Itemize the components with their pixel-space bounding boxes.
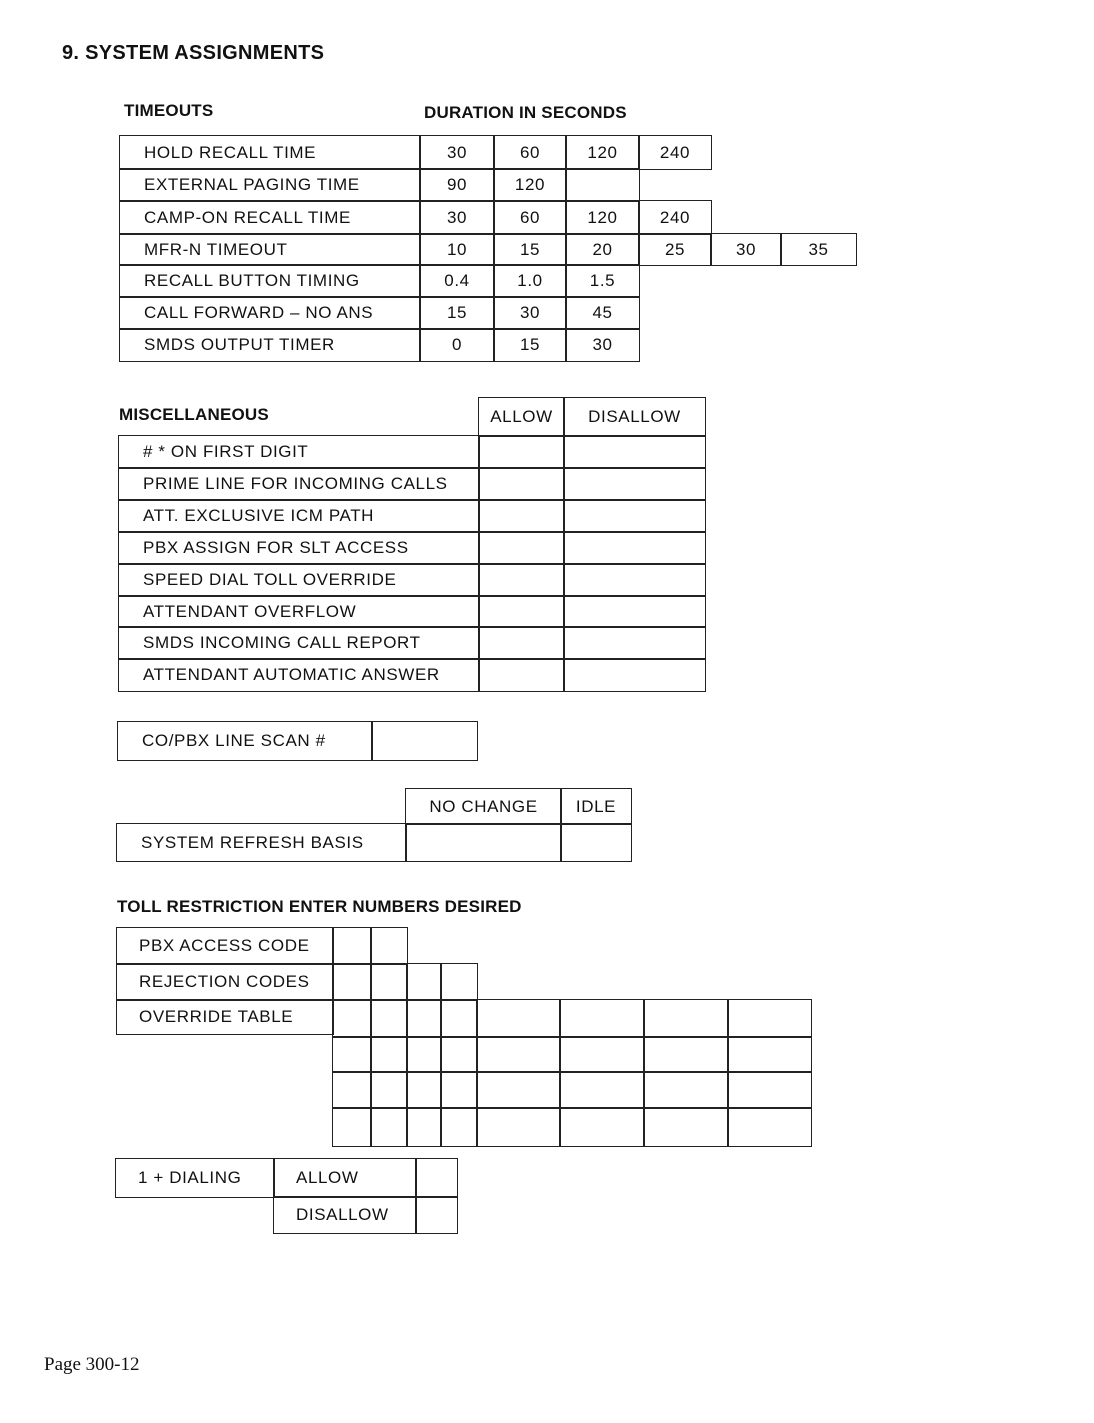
timeout-value-option[interactable]: 15 — [493, 328, 567, 362]
section-title: SYSTEM ASSIGNMENTS — [85, 42, 325, 64]
override-digit-cell[interactable] — [370, 1036, 408, 1073]
override-digit-cell[interactable] — [406, 1036, 442, 1073]
timeout-value-option[interactable]: 0 — [419, 328, 495, 362]
override-digit-cell[interactable] — [406, 999, 442, 1038]
override-entry-cell[interactable] — [727, 1107, 812, 1147]
timeout-value-option[interactable]: 120 — [565, 200, 640, 235]
misc-row-label: PRIME LINE FOR INCOMING CALLS — [118, 467, 480, 501]
misc-header: MISCELLANEOUS — [119, 405, 269, 424]
override-entry-cell[interactable] — [727, 1036, 812, 1073]
timeout-value-option[interactable]: 15 — [493, 233, 567, 266]
override-entry-cell[interactable] — [559, 1107, 645, 1147]
override-digit-cell[interactable] — [370, 999, 408, 1038]
misc-allow-cell[interactable] — [478, 658, 565, 692]
timeout-value-option[interactable]: 35 — [780, 233, 857, 266]
override-entry-cell[interactable] — [643, 999, 729, 1038]
misc-row-label: # * ON FIRST DIGIT — [118, 435, 480, 469]
misc-disallow-cell[interactable] — [563, 499, 706, 533]
override-digit-cell[interactable] — [440, 999, 478, 1038]
timeout-value-option[interactable]: 10 — [419, 233, 495, 266]
override-entry-cell[interactable] — [727, 1071, 812, 1109]
duration-header: DURATION IN SECONDS — [424, 103, 627, 122]
misc-allow-cell[interactable] — [478, 563, 565, 597]
misc-allow-cell[interactable] — [478, 499, 565, 533]
override-digit-cell[interactable] — [406, 1071, 442, 1109]
timeout-row-label: MFR-N TIMEOUT — [119, 233, 421, 266]
misc-row-label: ATTENDANT OVERFLOW — [118, 595, 480, 628]
override-entry-cell[interactable] — [643, 1071, 729, 1109]
override-entry-cell[interactable] — [559, 1036, 645, 1073]
override-entry-cell[interactable] — [643, 1036, 729, 1073]
misc-disallow-cell[interactable] — [563, 531, 706, 565]
override-entry-cell[interactable] — [559, 999, 645, 1038]
pbx-access-code-digit[interactable] — [370, 927, 408, 965]
timeout-row-label: CAMP-ON RECALL TIME — [119, 200, 421, 235]
override-digit-cell[interactable] — [370, 1071, 408, 1109]
override-entry-cell[interactable] — [643, 1107, 729, 1147]
timeout-value-option[interactable]: 45 — [565, 296, 640, 330]
line-scan-input[interactable] — [371, 721, 478, 761]
override-entry-cell[interactable] — [476, 1071, 561, 1109]
timeout-value-option[interactable]: 30 — [710, 233, 782, 266]
misc-disallow-cell[interactable] — [563, 435, 706, 469]
misc-allow-cell[interactable] — [478, 531, 565, 565]
misc-row-label: ATT. EXCLUSIVE ICM PATH — [118, 499, 480, 533]
override-digit-cell[interactable] — [332, 1036, 372, 1073]
misc-disallow-cell[interactable] — [563, 595, 706, 628]
refresh-no-change-cell[interactable] — [405, 823, 562, 862]
misc-allow-cell[interactable] — [478, 435, 565, 469]
misc-disallow-cell[interactable] — [563, 626, 706, 660]
timeout-row-label: CALL FORWARD – NO ANS — [119, 296, 421, 330]
override-digit-cell[interactable] — [332, 999, 372, 1038]
section-number: 9. — [62, 42, 80, 64]
timeout-value-option[interactable]: 0.4 — [419, 264, 495, 298]
override-digit-cell[interactable] — [440, 1107, 478, 1147]
override-digit-cell[interactable] — [370, 1107, 408, 1147]
timeout-row-label: SMDS OUTPUT TIMER — [119, 328, 421, 362]
rejection-code-digit[interactable] — [440, 963, 478, 1001]
override-entry-cell[interactable] — [476, 1036, 561, 1073]
override-entry-cell[interactable] — [476, 999, 561, 1038]
misc-disallow-cell[interactable] — [563, 467, 706, 501]
misc-row-label: PBX ASSIGN FOR SLT ACCESS — [118, 531, 480, 565]
misc-disallow-cell[interactable] — [563, 563, 706, 597]
override-digit-cell[interactable] — [440, 1071, 478, 1109]
timeouts-header: TIMEOUTS — [124, 101, 214, 120]
timeout-value-option[interactable]: 30 — [419, 200, 495, 235]
timeout-value-option[interactable]: 1.5 — [565, 264, 640, 298]
timeout-value-option[interactable]: 30 — [493, 296, 567, 330]
pbx-access-code-label: PBX ACCESS CODE — [116, 927, 334, 965]
misc-row-label: SPEED DIAL TOLL OVERRIDE — [118, 563, 480, 597]
timeout-value-option[interactable]: 30 — [565, 328, 640, 362]
toll-header: TOLL RESTRICTION ENTER NUMBERS DESIRED — [117, 897, 522, 916]
override-entry-cell[interactable] — [727, 999, 812, 1038]
timeout-value-option[interactable]: 240 — [638, 200, 712, 235]
dialing-label: 1 + DIALING — [115, 1158, 275, 1198]
timeout-row-label: EXTERNAL PAGING TIME — [119, 168, 421, 202]
page-title — [62, 42, 324, 65]
dialing-disallow-label: DISALLOW — [273, 1196, 417, 1234]
override-digit-cell[interactable] — [332, 1107, 372, 1147]
rejection-code-digit[interactable] — [332, 963, 372, 1001]
override-digit-cell[interactable] — [440, 1036, 478, 1073]
misc-allow-header: ALLOW — [478, 397, 565, 437]
timeout-value-option[interactable]: 60 — [493, 135, 567, 170]
rejection-code-digit[interactable] — [370, 963, 408, 1001]
refresh-label: SYSTEM REFRESH BASIS — [116, 823, 407, 862]
timeout-row-label: HOLD RECALL TIME — [119, 135, 421, 170]
timeout-value-option[interactable]: 240 — [638, 135, 712, 170]
misc-row-label: ATTENDANT AUTOMATIC ANSWER — [118, 658, 480, 692]
timeout-value-option[interactable]: 120 — [493, 168, 567, 202]
override-entry-cell[interactable] — [476, 1107, 561, 1147]
override-digit-cell[interactable] — [406, 1107, 442, 1147]
page-number: Page 300-12 — [44, 1354, 140, 1375]
misc-row-label: SMDS INCOMING CALL REPORT — [118, 626, 480, 660]
override-table-label: OVERRIDE TABLE — [116, 999, 334, 1035]
refresh-idle-header: IDLE — [560, 788, 632, 825]
rejection-code-digit[interactable] — [406, 963, 442, 1001]
dialing-disallow-cell[interactable] — [415, 1196, 458, 1234]
dialing-allow-cell[interactable] — [415, 1158, 458, 1198]
misc-disallow-cell[interactable] — [563, 658, 706, 692]
override-digit-cell[interactable] — [332, 1071, 372, 1109]
timeout-value-option[interactable]: 15 — [419, 296, 495, 330]
misc-allow-cell[interactable] — [478, 467, 565, 501]
timeout-value-option[interactable]: 25 — [638, 233, 712, 266]
refresh-no-change-header: NO CHANGE — [405, 788, 562, 825]
dialing-allow-label: ALLOW — [273, 1158, 417, 1198]
misc-disallow-header: DISALLOW — [563, 397, 706, 437]
timeout-value-option[interactable] — [565, 168, 640, 202]
timeout-value-option[interactable]: 120 — [565, 135, 640, 170]
timeout-value-option[interactable]: 60 — [493, 200, 567, 235]
rejection-codes-label: REJECTION CODES — [116, 963, 334, 1001]
line-scan-label: CO/PBX LINE SCAN # — [117, 721, 373, 761]
misc-allow-cell[interactable] — [478, 595, 565, 628]
timeout-value-option[interactable]: 30 — [419, 135, 495, 170]
timeout-value-option[interactable]: 90 — [419, 168, 495, 202]
refresh-idle-cell[interactable] — [560, 823, 632, 862]
timeout-row-label: RECALL BUTTON TIMING — [119, 264, 421, 298]
timeout-value-option[interactable]: 20 — [565, 233, 640, 266]
misc-allow-cell[interactable] — [478, 626, 565, 660]
pbx-access-code-digit[interactable] — [332, 927, 372, 965]
override-entry-cell[interactable] — [559, 1071, 645, 1109]
timeout-value-option[interactable]: 1.0 — [493, 264, 567, 298]
